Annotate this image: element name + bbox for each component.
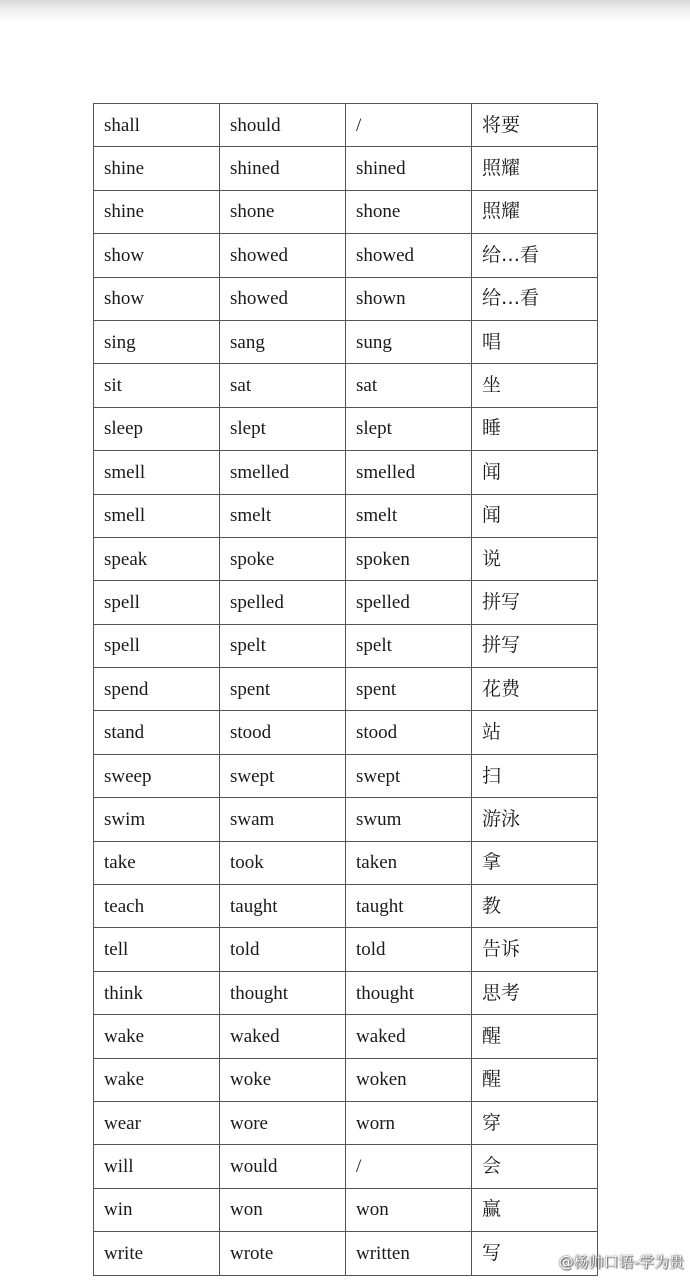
base-form-cell: write: [94, 1232, 220, 1275]
irregular-verb-table: [93, 103, 598, 1276]
table-row: [94, 1101, 598, 1144]
past-tense-cell: waked: [220, 1015, 346, 1058]
meaning-cell: 穿: [472, 1101, 598, 1144]
base-form-cell: sweep: [94, 754, 220, 797]
meaning-cell: 说: [472, 537, 598, 580]
meaning-cell: 写: [472, 1232, 598, 1275]
past-participle-cell: slept: [346, 407, 472, 450]
base-form-cell: wake: [94, 1058, 220, 1101]
table-row: [94, 364, 598, 407]
table-row: [94, 407, 598, 450]
past-tense-cell: spent: [220, 668, 346, 711]
base-form-cell: speak: [94, 537, 220, 580]
meaning-cell: 闻: [472, 451, 598, 494]
table-row: [94, 581, 598, 624]
table-row: [94, 234, 598, 277]
past-tense-cell: smelt: [220, 494, 346, 537]
table-row: [94, 1232, 598, 1275]
meaning-cell: 唱: [472, 320, 598, 363]
base-form-cell: take: [94, 841, 220, 884]
base-form-cell: shall: [94, 104, 220, 147]
weibo-icon: [535, 1253, 555, 1270]
table-row: [94, 190, 598, 233]
past-participle-cell: smelled: [346, 451, 472, 494]
past-tense-cell: thought: [220, 971, 346, 1014]
base-form-cell: think: [94, 971, 220, 1014]
past-tense-cell: swept: [220, 754, 346, 797]
past-participle-cell: waked: [346, 1015, 472, 1058]
base-form-cell: spend: [94, 668, 220, 711]
table-row: [94, 1188, 598, 1231]
meaning-cell: 给…看: [472, 234, 598, 277]
past-tense-cell: stood: [220, 711, 346, 754]
table-row: [94, 494, 598, 537]
past-tense-cell: won: [220, 1188, 346, 1231]
past-participle-cell: /: [346, 104, 472, 147]
past-participle-cell: stood: [346, 711, 472, 754]
meaning-cell: 坐: [472, 364, 598, 407]
table-row: [94, 885, 598, 928]
past-tense-cell: sang: [220, 320, 346, 363]
table-row: [94, 320, 598, 363]
past-tense-cell: should: [220, 104, 346, 147]
meaning-cell: 照耀: [472, 147, 598, 190]
table-row: [94, 277, 598, 320]
meaning-cell: 告诉: [472, 928, 598, 971]
past-participle-cell: spelt: [346, 624, 472, 667]
base-form-cell: teach: [94, 885, 220, 928]
base-form-cell: will: [94, 1145, 220, 1188]
meaning-cell: 赢: [472, 1188, 598, 1231]
past-participle-cell: woken: [346, 1058, 472, 1101]
past-participle-cell: taught: [346, 885, 472, 928]
past-participle-cell: shined: [346, 147, 472, 190]
watermark: [535, 1251, 684, 1272]
meaning-cell: 醒: [472, 1015, 598, 1058]
past-participle-cell: smelt: [346, 494, 472, 537]
table-row: [94, 711, 598, 754]
base-form-cell: tell: [94, 928, 220, 971]
meaning-cell: 花费: [472, 668, 598, 711]
table-row: [94, 451, 598, 494]
base-form-cell: wake: [94, 1015, 220, 1058]
past-tense-cell: shined: [220, 147, 346, 190]
table-row: [94, 624, 598, 667]
table-row: [94, 1015, 598, 1058]
past-participle-cell: shown: [346, 277, 472, 320]
meaning-cell: 将要: [472, 104, 598, 147]
past-participle-cell: swept: [346, 754, 472, 797]
past-participle-cell: thought: [346, 971, 472, 1014]
base-form-cell: spell: [94, 624, 220, 667]
meaning-cell: 会: [472, 1145, 598, 1188]
past-participle-cell: sung: [346, 320, 472, 363]
past-tense-cell: taught: [220, 885, 346, 928]
base-form-cell: swim: [94, 798, 220, 841]
meaning-cell: 拼写: [472, 581, 598, 624]
table-row: [94, 798, 598, 841]
base-form-cell: shine: [94, 147, 220, 190]
base-form-cell: show: [94, 277, 220, 320]
past-participle-cell: won: [346, 1188, 472, 1231]
past-participle-cell: sat: [346, 364, 472, 407]
past-tense-cell: spelled: [220, 581, 346, 624]
meaning-cell: 闻: [472, 494, 598, 537]
past-participle-cell: told: [346, 928, 472, 971]
meaning-cell: 给…看: [472, 277, 598, 320]
past-participle-cell: spoken: [346, 537, 472, 580]
past-tense-cell: woke: [220, 1058, 346, 1101]
past-participle-cell: written: [346, 1232, 472, 1275]
table-row: [94, 668, 598, 711]
past-tense-cell: spoke: [220, 537, 346, 580]
meaning-cell: 拼写: [472, 624, 598, 667]
table-row: [94, 1058, 598, 1101]
base-form-cell: smell: [94, 494, 220, 537]
past-participle-cell: taken: [346, 841, 472, 884]
table-row: [94, 841, 598, 884]
meaning-cell: 照耀: [472, 190, 598, 233]
past-tense-cell: told: [220, 928, 346, 971]
table-row: [94, 537, 598, 580]
base-form-cell: show: [94, 234, 220, 277]
past-participle-cell: spent: [346, 668, 472, 711]
past-participle-cell: showed: [346, 234, 472, 277]
base-form-cell: wear: [94, 1101, 220, 1144]
past-participle-cell: /: [346, 1145, 472, 1188]
past-tense-cell: wrote: [220, 1232, 346, 1275]
base-form-cell: sleep: [94, 407, 220, 450]
base-form-cell: shine: [94, 190, 220, 233]
table-row: [94, 104, 598, 147]
past-tense-cell: took: [220, 841, 346, 884]
past-tense-cell: swam: [220, 798, 346, 841]
meaning-cell: 拿: [472, 841, 598, 884]
table-row: [94, 147, 598, 190]
meaning-cell: 游泳: [472, 798, 598, 841]
past-tense-cell: spelt: [220, 624, 346, 667]
base-form-cell: stand: [94, 711, 220, 754]
base-form-cell: smell: [94, 451, 220, 494]
past-tense-cell: sat: [220, 364, 346, 407]
table-row: [94, 1145, 598, 1188]
past-tense-cell: wore: [220, 1101, 346, 1144]
past-tense-cell: showed: [220, 277, 346, 320]
meaning-cell: 思考: [472, 971, 598, 1014]
past-tense-cell: slept: [220, 407, 346, 450]
base-form-cell: spell: [94, 581, 220, 624]
past-tense-cell: smelled: [220, 451, 346, 494]
past-tense-cell: shone: [220, 190, 346, 233]
base-form-cell: win: [94, 1188, 220, 1231]
past-participle-cell: shone: [346, 190, 472, 233]
meaning-cell: 扫: [472, 754, 598, 797]
past-tense-cell: showed: [220, 234, 346, 277]
past-participle-cell: spelled: [346, 581, 472, 624]
past-participle-cell: worn: [346, 1101, 472, 1144]
base-form-cell: sit: [94, 364, 220, 407]
meaning-cell: 教: [472, 885, 598, 928]
verb-table-body: [94, 104, 598, 1276]
past-tense-cell: would: [220, 1145, 346, 1188]
past-participle-cell: swum: [346, 798, 472, 841]
meaning-cell: 站: [472, 711, 598, 754]
table-row: [94, 971, 598, 1014]
meaning-cell: 醒: [472, 1058, 598, 1101]
base-form-cell: sing: [94, 320, 220, 363]
table-row: [94, 754, 598, 797]
table-row: [94, 928, 598, 971]
watermark-text: @杨帅口语-学为贵: [558, 1253, 684, 1271]
meaning-cell: 睡: [472, 407, 598, 450]
